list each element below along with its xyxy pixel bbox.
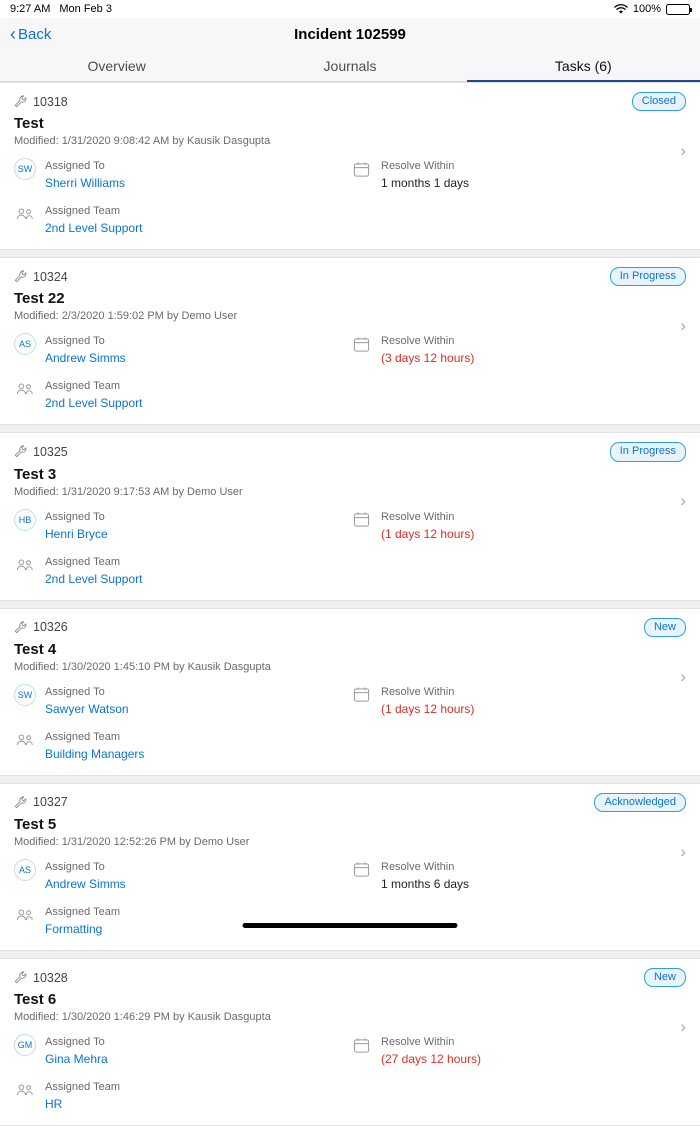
resolve-within-row	[350, 682, 686, 718]
back-button[interactable]	[10, 23, 52, 44]
assigned-to-value[interactable]: Sawyer Watson	[45, 701, 129, 716]
team-icon	[14, 1079, 36, 1101]
assigned-to-row	[14, 1032, 350, 1068]
task-modified: Modified: 1/30/2020 1:46:29 PM by Kausik Dasgupta	[14, 1011, 271, 1024]
assigned-to-row	[14, 507, 350, 543]
tab-journals-label: Journals	[323, 57, 377, 74]
task-card-header	[14, 92, 686, 111]
tab-tasks-label: Tasks (6)	[554, 57, 612, 74]
assigned-team-label: Assigned Team	[45, 1081, 121, 1094]
avatar: GM	[14, 1034, 36, 1056]
chevron-right-icon[interactable]: ›	[680, 316, 686, 336]
wrench-icon	[14, 971, 27, 984]
task-modified: Modified: 1/30/2020 1:45:10 PM by Kausik Dasgupta	[14, 660, 271, 673]
assigned-to-value[interactable]: Henri Bryce	[45, 526, 108, 541]
task-number: 10326	[33, 620, 68, 635]
avatar: SW	[14, 158, 36, 180]
task-details	[14, 682, 686, 763]
status-time: 9:27 AM	[10, 3, 51, 15]
tab-bar	[0, 50, 700, 82]
team-icon	[14, 729, 36, 751]
assigned-team-label: Assigned Team	[45, 555, 121, 568]
chevron-right-icon[interactable]: ›	[680, 491, 686, 511]
chevron-right-icon[interactable]: ›	[680, 1017, 686, 1037]
task-number: 10325	[33, 444, 68, 459]
resolve-within-row	[350, 1032, 686, 1068]
resolve-within-label: Resolve Within	[381, 1036, 455, 1049]
wrench-icon	[14, 621, 27, 634]
avatar: AS	[14, 333, 36, 355]
task-details	[14, 156, 686, 237]
assigned-to-row	[14, 682, 350, 718]
task-modified: Modified: 1/31/2020 12:52:26 PM by Demo User	[14, 835, 250, 848]
task-details-left	[14, 331, 350, 412]
back-button-label: Back	[18, 25, 52, 43]
task-details-left	[14, 1032, 350, 1113]
task-number: 10327	[33, 795, 68, 810]
battery-percentage: 100%	[632, 3, 661, 15]
task-modified: Modified: 1/31/2020 9:08:42 AM by Kausik Dasgupta	[14, 135, 271, 148]
assigned-team-value[interactable]: 2nd Level Support	[45, 221, 143, 236]
assigned-to-label: Assigned To	[45, 1036, 105, 1049]
assigned-team-row	[14, 552, 350, 588]
tab-journals[interactable]	[233, 50, 466, 81]
avatar: AS	[14, 859, 36, 881]
assigned-to-label: Assigned To	[45, 510, 105, 523]
status-bar-left	[10, 3, 112, 15]
task-title: Test 3	[14, 465, 57, 483]
assigned-team-value[interactable]: Building Managers	[45, 746, 145, 761]
chevron-left-icon: ‹	[10, 23, 16, 44]
tab-tasks[interactable]	[467, 50, 700, 81]
wrench-icon	[14, 270, 27, 283]
calendar-icon	[350, 333, 372, 355]
task-details-right	[350, 507, 686, 588]
wrench-icon	[14, 445, 27, 458]
task-number: 10324	[33, 269, 68, 284]
tab-overview[interactable]	[0, 50, 233, 81]
status-date: Mon Feb 3	[59, 3, 112, 15]
resolve-within-value: (27 days 12 hours)	[381, 1052, 482, 1067]
task-details	[14, 507, 686, 588]
resolve-within-row	[350, 507, 686, 543]
status-badge: Acknowledged	[594, 793, 686, 812]
assigned-team-row	[14, 1077, 350, 1113]
task-number: 10328	[33, 970, 68, 985]
assigned-team-label: Assigned Team	[45, 730, 121, 743]
assigned-to-value[interactable]: Sherri Williams	[45, 176, 126, 191]
resolve-within-label: Resolve Within	[381, 510, 455, 523]
task-details-left	[14, 682, 350, 763]
assigned-team-row	[14, 376, 350, 412]
assigned-to-label: Assigned To	[45, 685, 105, 698]
assigned-to-row	[14, 331, 350, 367]
resolve-within-value: 1 months 6 days	[381, 876, 470, 891]
chevron-right-icon[interactable]: ›	[680, 666, 686, 686]
wrench-icon	[14, 796, 27, 809]
task-card-header	[14, 793, 686, 812]
task-card-header	[14, 442, 686, 461]
team-icon	[14, 378, 36, 400]
task-title: Test 4	[14, 640, 57, 658]
task-number: 10318	[33, 94, 68, 109]
status-bar	[0, 0, 700, 18]
resolve-within-value: (1 days 12 hours)	[381, 701, 475, 716]
assigned-team-label: Assigned Team	[45, 380, 121, 393]
assigned-team-row	[14, 902, 350, 938]
calendar-icon	[350, 509, 372, 531]
task-list[interactable]	[0, 82, 700, 1112]
assigned-to-label: Assigned To	[45, 335, 105, 348]
resolve-within-value: 1 months 1 days	[381, 176, 470, 191]
navigation-bar	[0, 18, 700, 50]
status-badge: New	[644, 968, 686, 987]
calendar-icon	[350, 859, 372, 881]
task-card-10326[interactable]	[0, 608, 700, 776]
status-badge: Closed	[632, 92, 686, 111]
assigned-team-value[interactable]: Formatting	[45, 921, 103, 936]
status-badge: In Progress	[610, 442, 686, 461]
assigned-team-value[interactable]: 2nd Level Support	[45, 396, 143, 411]
task-details	[14, 331, 686, 412]
task-details-right	[350, 1032, 686, 1113]
task-card-10325[interactable]	[0, 432, 700, 600]
task-details-right	[350, 156, 686, 237]
resolve-within-label: Resolve Within	[381, 860, 455, 873]
assigned-to-label: Assigned To	[45, 860, 105, 873]
resolve-within-value: (1 days 12 hours)	[381, 526, 475, 541]
avatar: HB	[14, 509, 36, 531]
status-badge: New	[644, 618, 686, 637]
task-card-header	[14, 267, 686, 286]
resolve-within-value: (3 days 12 hours)	[381, 351, 475, 366]
assigned-to-value[interactable]: Gina Mehra	[45, 1052, 108, 1067]
assigned-to-value[interactable]: Andrew Simms	[45, 876, 126, 891]
task-details-left	[14, 507, 350, 588]
team-icon	[14, 203, 36, 225]
status-badge: In Progress	[610, 267, 686, 286]
task-modified: Modified: 1/31/2020 9:17:53 AM by Demo User	[14, 485, 243, 498]
resolve-within-label: Resolve Within	[381, 160, 455, 173]
home-indicator	[243, 923, 458, 928]
page-title: Incident 102599	[294, 25, 406, 43]
task-card-10324[interactable]	[0, 257, 700, 425]
assigned-to-label: Assigned To	[45, 160, 105, 173]
chevron-right-icon[interactable]: ›	[680, 141, 686, 161]
assigned-team-row	[14, 201, 350, 237]
assigned-to-row	[14, 857, 350, 893]
resolve-within-row	[350, 156, 686, 192]
task-details-right	[350, 331, 686, 412]
resolve-within-row	[350, 857, 686, 893]
task-card-header	[14, 968, 686, 987]
calendar-icon	[350, 684, 372, 706]
assigned-team-value[interactable]: 2nd Level Support	[45, 571, 143, 586]
calendar-icon	[350, 1034, 372, 1056]
wifi-icon	[614, 4, 628, 15]
assigned-team-label: Assigned Team	[45, 205, 121, 218]
avatar: SW	[14, 684, 36, 706]
task-title: Test 22	[14, 290, 65, 308]
task-card-10328[interactable]	[0, 958, 700, 1126]
task-title: Test 6	[14, 991, 57, 1009]
tab-overview-label: Overview	[87, 57, 146, 74]
assigned-team-row	[14, 727, 350, 763]
chevron-right-icon[interactable]: ›	[680, 841, 686, 861]
task-title: Test 5	[14, 815, 57, 833]
task-title: Test	[14, 115, 44, 133]
assigned-to-row	[14, 156, 350, 192]
assigned-team-label: Assigned Team	[45, 905, 121, 918]
task-details-left	[14, 156, 350, 237]
status-bar-right	[614, 3, 690, 15]
resolve-within-label: Resolve Within	[381, 685, 455, 698]
task-card-header	[14, 618, 686, 637]
battery-icon	[666, 4, 690, 15]
team-icon	[14, 554, 36, 576]
wrench-icon	[14, 95, 27, 108]
resolve-within-label: Resolve Within	[381, 335, 455, 348]
assigned-team-value[interactable]: HR	[45, 1097, 63, 1112]
task-modified: Modified: 2/3/2020 1:59:02 PM by Demo User	[14, 310, 238, 323]
calendar-icon	[350, 158, 372, 180]
task-details-right	[350, 682, 686, 763]
resolve-within-row	[350, 331, 686, 367]
team-icon	[14, 904, 36, 926]
task-card-10318[interactable]	[0, 82, 700, 250]
assigned-to-value[interactable]: Andrew Simms	[45, 351, 126, 366]
task-details	[14, 1032, 686, 1113]
